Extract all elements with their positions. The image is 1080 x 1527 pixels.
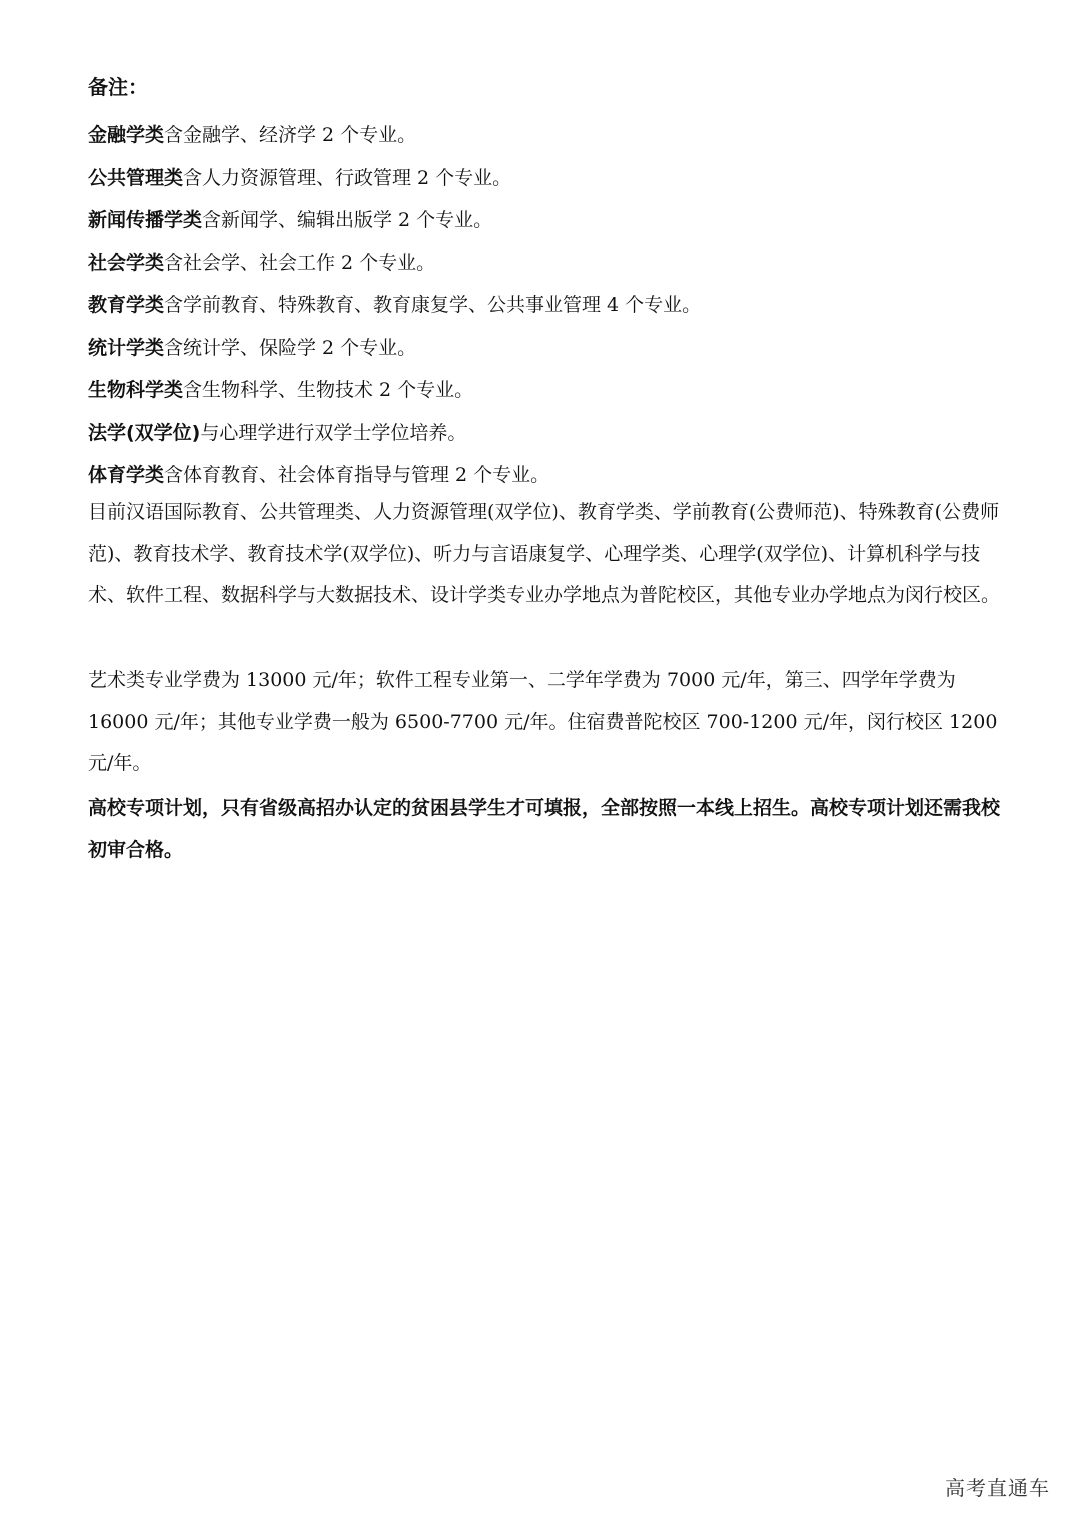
tuition-fees-paragraph: 艺术类专业学费为 13000 元/年；软件工程专业第一、二学年学费为 7000 元/年，第三、四学年学费为 16000 元/年；其他专业学费一般为 6500-7700 元/年。住宿费普陀校区 700-1200 元/年，闵行校区 1200 元/年。 — [88, 669, 998, 774]
note-category-desc: 含体育教育、社会体育指导与管理 2 个专业。 — [164, 464, 550, 486]
note-item — [88, 369, 1018, 412]
note-item — [88, 199, 1018, 242]
note-item — [88, 284, 1018, 327]
note-item — [88, 327, 1018, 370]
note-item — [88, 242, 1018, 285]
note-category-name: 教育学类 — [88, 294, 165, 316]
note-category-desc: 含金融学、经济学 2 个专业。 — [164, 124, 417, 146]
note-category-name: 体育学类 — [88, 464, 165, 486]
note-category-name: 统计学类 — [88, 336, 165, 359]
notes-heading: 备注： — [88, 75, 148, 99]
note-item — [88, 114, 1018, 157]
note-category-desc: 含生物科学、生物技术 2 个专业。 — [183, 379, 474, 401]
note-category-desc: 含新闻学、编辑出版学 2 个专业。 — [202, 209, 493, 231]
watermark-text: 高考直通车 — [945, 1476, 1050, 1500]
note-item — [88, 412, 1018, 455]
notes-list — [88, 114, 1018, 497]
note-category-name: 新闻传播学类 — [88, 209, 203, 231]
note-item — [88, 157, 1018, 200]
note-item — [88, 454, 1018, 497]
note-category-name: 生物科学类 — [88, 379, 184, 401]
campus-location-paragraph: 目前汉语国际教育、公共管理类、人力资源管理(双学位)、教育学类、学前教育(公费师范)、特殊教育(公费师范)、教育技术学、教育技术学(双学位)、听力与言语康复学、心理学类、心理学(双学位)、计算机科学与技术、软件工程、数据科学与大数据技术、设计学类专业办学地点为普陀校区，其他专业办学地点为闵行校区。 — [88, 501, 1001, 606]
note-category-desc: 含学前教育、特殊教育、教育康复学、公共事业管理 4 个专业。 — [164, 294, 702, 316]
note-category-desc: 含人力资源管理、行政管理 2 个专业。 — [183, 166, 512, 189]
note-category-desc: 含社会学、社会工作 2 个专业。 — [164, 251, 436, 274]
note-category-name: 法学(双学位) — [88, 421, 201, 444]
note-category-name: 公共管理类 — [88, 166, 184, 189]
special-plan-paragraph: 高校专项计划，只有省级高招办认定的贫困县学生才可填报，全部按照一本线上招生。高校专项计划还需我校初审合格。 — [88, 797, 1001, 861]
note-category-desc: 含统计学、保险学 2 个专业。 — [164, 336, 417, 359]
note-category-name: 社会学类 — [88, 251, 165, 274]
note-category-desc: 与心理学进行双学士学位培养。 — [200, 421, 467, 444]
note-category-name: 金融学类 — [88, 124, 165, 146]
